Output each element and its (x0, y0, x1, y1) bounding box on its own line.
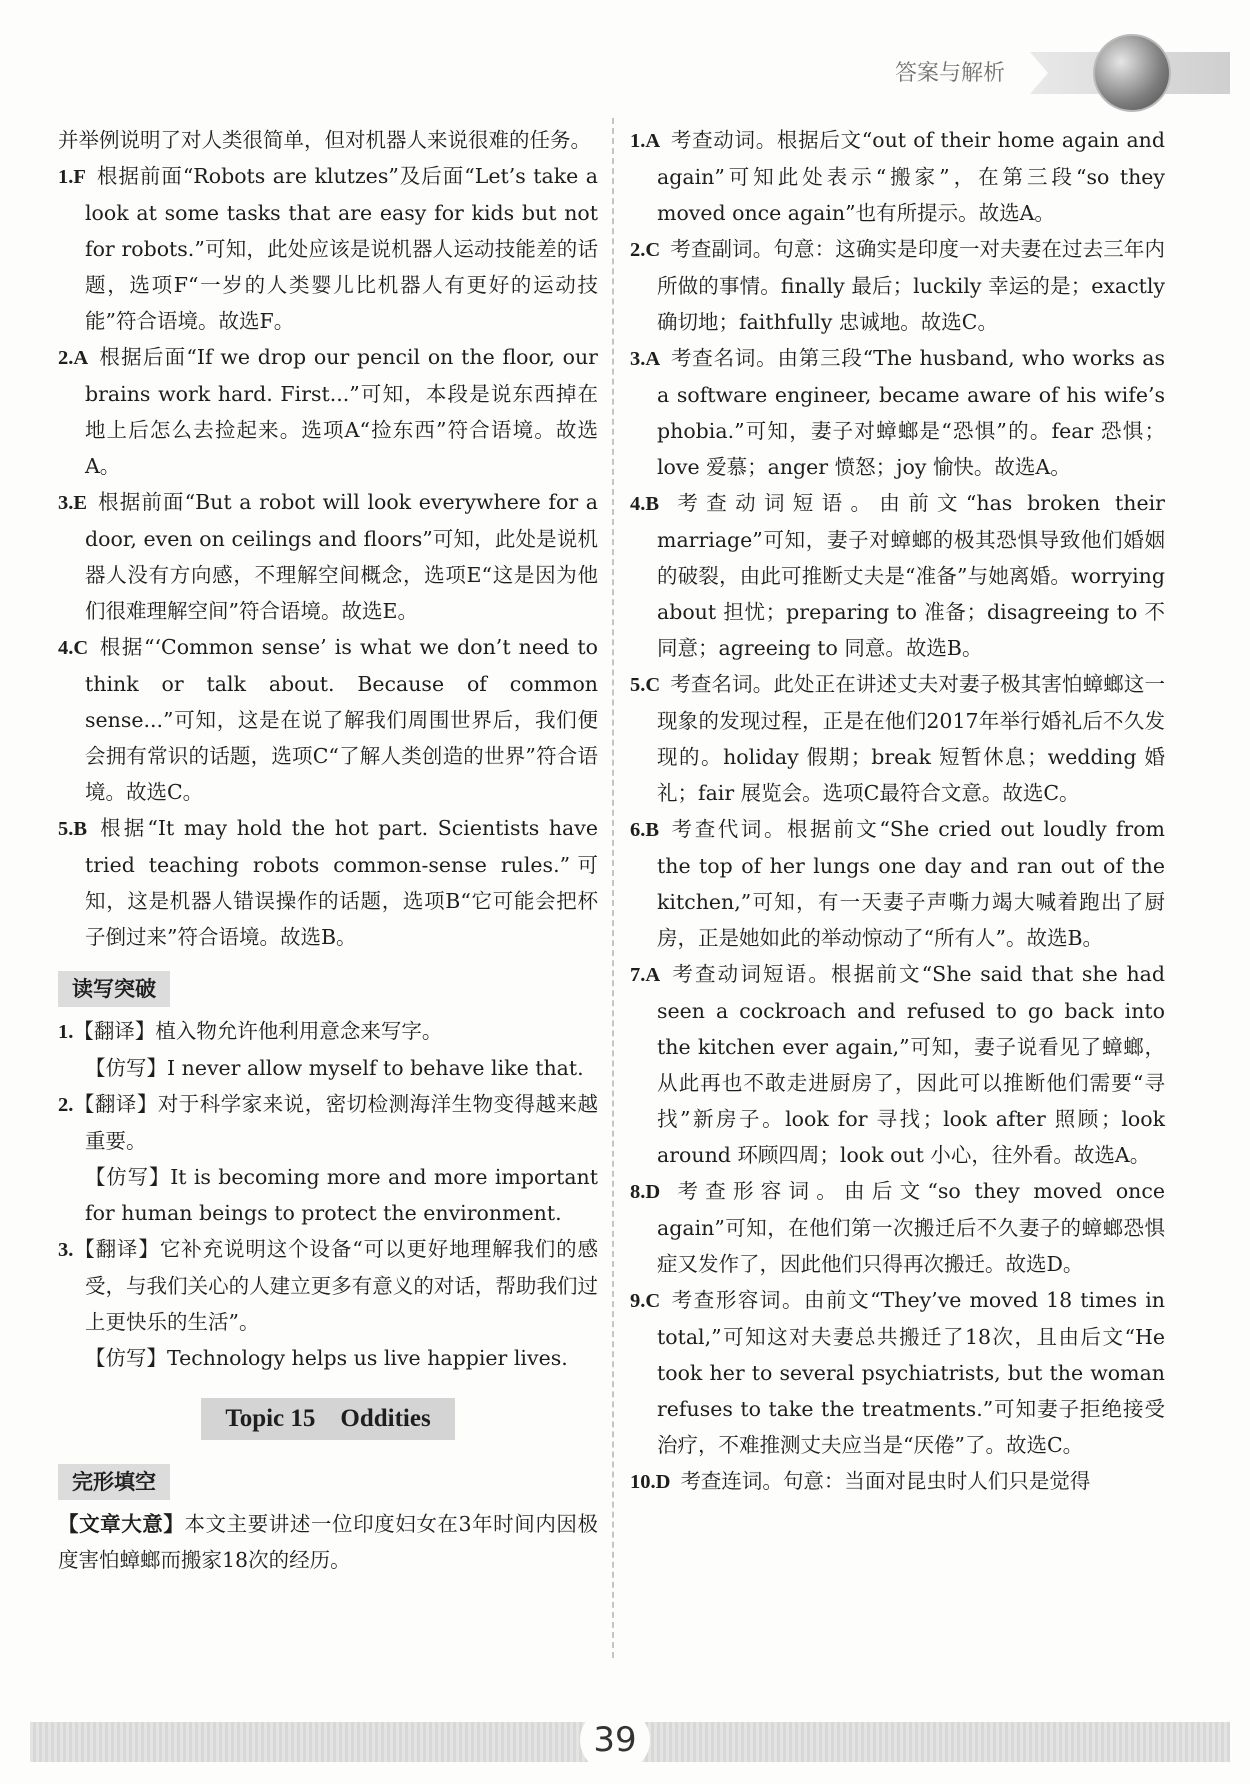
topic-title: Topic 15 Oddities (201, 1398, 454, 1440)
item-explanation: 考查副词。句意：这确实是印度一对夫妻在过去三年内所做的事情。finally 最后；luckily 幸运的是；exactly 确切地；faithfully 忠诚地。故选C。 (657, 237, 1165, 334)
item-number: 5. (58, 818, 74, 840)
item-explanation: 考查代词。根据前文“She cried out loudly from the top of her lungs one day and ran out of the kitchen,”可知，有一天妻子声嘶力竭大喊着跑出了厨房，正是她如此的举动惊动了“所有人”。故选B。 (657, 817, 1165, 950)
item-explanation: 根据“‘Common sense’ is what we don’t need to think or talk about. Because of common sense...”可知，这是在说了解我们周围世界后，我们便会拥有常识的话题，选项C“了解人类创造的世界”符合语境。故选C。 (85, 635, 598, 804)
imitate-item (58, 1050, 598, 1086)
translate-text: 植入物允许他利用意念来写字。 (155, 1019, 443, 1043)
answer-item (58, 629, 598, 810)
item-answer: C (645, 1290, 661, 1312)
item-explanation: 考查形容词。由前文“They’ve moved 18 times in total,”可知这对夫妻总共搬迁了18次，且由后文“He took her to several psychiatrists, but the woman refuses to take the treatments.”可知妻子拒绝接受治疗，不难推测丈夫应当是“厌倦”了。故选C。 (657, 1288, 1165, 1457)
item-number: 1. (58, 166, 74, 188)
item-explanation: 考查名词。此处正在讲述丈夫对妻子极其害怕蟑螂这一现象的发现过程，正是在他们2017年举行婚礼后不久发现的。holiday 假期；break 短暂休息；wedding 婚礼；fair 展览会。选项C最符合文意。故选C。 (657, 672, 1165, 805)
reading-writing-title: 读写突破 (58, 971, 170, 1007)
right-column (630, 122, 1165, 1500)
answer-item (58, 484, 598, 629)
imitate-item (58, 1159, 598, 1231)
cloze-summary (58, 1506, 598, 1578)
translate-item (58, 1013, 598, 1050)
answer-item (630, 956, 1165, 1173)
globe-icon (1093, 34, 1171, 112)
item-explanation: 考查连词。句意：当面对昆虫时人们只是觉得 (680, 1469, 1091, 1493)
answer-item (630, 666, 1165, 811)
item-answer: B (645, 493, 660, 515)
item-explanation: 考查名词。由第三段“The husband, who works as a software engineer, became aware of his wife’s phobia.”可知，妻子对蟑螂是“恐惧”的。fear 恐惧；love 爱慕；anger 愤怒；joy 愉快。故选A。 (657, 346, 1165, 479)
header-label: 答案与解析 (895, 61, 1006, 86)
translate-item (58, 1231, 598, 1340)
answer-item (630, 1463, 1165, 1500)
intro-text: 并举例说明了对人类很简单，但对机器人来说很难的任务。 (58, 128, 591, 152)
imitate-text: It is becoming more and more important for human beings to protect the environment. (85, 1165, 599, 1225)
item-number: 3. (58, 492, 74, 514)
translate-tag: 【翻译】 (73, 1019, 156, 1043)
answer-item (630, 1282, 1165, 1463)
page-number: 39 (580, 1708, 650, 1772)
column-divider (612, 118, 614, 1658)
left-answer-list (58, 158, 598, 955)
item-number: 4. (58, 637, 74, 659)
imitate-item (58, 1340, 598, 1376)
item-answer: D (645, 1181, 661, 1203)
translate-tag: 【翻译】 (73, 1092, 158, 1116)
item-number: 4. (630, 493, 646, 515)
item-number: 9. (630, 1290, 646, 1312)
item-explanation: 考查动词。根据后文“out of their home again and again”可知此处表示“搬家”，在第三段“so they moved once again”也有所提示。故选A。 (657, 128, 1165, 225)
item-explanation: 考查动词短语。根据前文“She said that she had seen a cockroach and refused to go back into the kitchen ever again,”可知，妻子说看见了蟑螂，从此再也不敢走进厨房了，因此可以推断他们需要“寻找”新房子。look for 寻找；look after 照顾；look around 环顾四周；look out 小心，往外看。故选A。 (657, 962, 1165, 1167)
summary-tag: 【文章大意】 (58, 1512, 185, 1536)
item-answer: D (655, 1471, 671, 1493)
answer-item (630, 231, 1165, 340)
item-number: 5. (630, 674, 646, 696)
item-answer: A (645, 964, 661, 986)
imitate-text: Technology helps us live happier lives. (167, 1346, 568, 1370)
item-answer: A (73, 347, 89, 369)
item-number: 2. (58, 347, 74, 369)
answer-item (58, 158, 598, 339)
left-column (58, 122, 598, 1578)
answer-item (630, 485, 1165, 666)
item-number: 2. (630, 239, 646, 261)
item-answer: B (73, 818, 88, 840)
item-number: 1. (630, 130, 646, 152)
item-explanation: 考查动词短语。由前文“has broken their marriage”可知，妻子对蟑螂的极其恐惧导致他们婚姻的破裂，由此可推断丈夫是“准备”与她离婚。worrying about 担忧；preparing to 准备；disagreeing to 不同意；agreeing to 同意。故选B。 (657, 491, 1165, 660)
item-answer: F (73, 166, 86, 188)
translate-text: 它补充说明这个设备“可以更好地理解我们的感受，与我们关心的人建立更多有意义的对话，帮助我们过上更快乐的生活”。 (85, 1237, 599, 1334)
imitate-text: I never allow myself to behave like that. (167, 1056, 584, 1080)
item-number: 8. (630, 1181, 646, 1203)
item-number: 3. (630, 348, 646, 370)
answer-item (58, 339, 598, 484)
summary-text: 本文主要讲述一位印度妇女在3年时间内因极度害怕蟑螂而搬家18次的经历。 (58, 1512, 598, 1572)
item-explanation: 根据后面“If we drop our pencil on the floor, our brains work hard. First...”可知，本段是说东西掉在地上后怎么去捡起来。选项A“捡东西”符合语境。故选A。 (85, 345, 598, 478)
cloze-title: 完形填空 (58, 1464, 170, 1500)
topic-heading (58, 1398, 598, 1440)
item-answer: A (645, 130, 661, 152)
item-answer: C (645, 239, 661, 261)
translate-tag: 【翻译】 (73, 1237, 160, 1261)
imitate-tag: 【仿写】 (85, 1056, 167, 1080)
translate-item (58, 1086, 598, 1159)
imitate-tag: 【仿写】 (85, 1346, 167, 1370)
item-explanation: 根据前面“Robots are klutzes”及后面“Let’s take a look at some tasks that are easy for kids but not for robots.”可知，此处应该是说机器人运动技能差的话题，选项F“一岁的人类婴儿比机器人有更好的运动技能”符合语境。故选F。 (85, 164, 598, 333)
item-answer: C (645, 674, 661, 696)
item-answer: E (73, 492, 88, 514)
header-chevron (1030, 52, 1048, 94)
item-answer: B (645, 819, 660, 841)
answer-item (630, 1173, 1165, 1282)
answer-item (630, 340, 1165, 485)
answer-item (630, 122, 1165, 231)
item-number: 1. (58, 1021, 74, 1043)
item-number: 6. (630, 819, 646, 841)
translate-text: 对于科学家来说，密切检测海洋生物变得越来越重要。 (85, 1092, 599, 1153)
answer-item (630, 811, 1165, 956)
item-explanation: 根据前面“But a robot will look everywhere for a door, even on ceilings and floors”可知，此处是说机器人没有方向感，不理解空间概念，选项E“这是因为他们很难理解空间”符合语境。故选E。 (85, 490, 598, 623)
imitate-tag: 【仿写】 (85, 1165, 171, 1189)
reading-writing-list (58, 1013, 598, 1376)
answer-item (58, 810, 598, 955)
item-number: 2. (58, 1094, 74, 1116)
item-explanation: 考查形容词。由后文“so they moved once again”可知，在他们第一次搬迁后不久妻子的蟑螂恐惧症又发作了，因此他们只得再次搬迁。故选D。 (657, 1179, 1165, 1276)
item-answer: C (73, 637, 89, 659)
item-number: 7. (630, 964, 646, 986)
right-answer-list (630, 122, 1165, 1500)
item-number: 3. (58, 1239, 74, 1261)
item-number: 10. (630, 1471, 656, 1493)
item-answer: A (645, 348, 661, 370)
item-explanation: 根据“It may hold the hot part. Scientists have tried teaching robots common-sense rules.”可知，这是机器人错误操作的话题，选项B“它可能会把杯子倒过来”符合语境。故选B。 (85, 816, 598, 949)
